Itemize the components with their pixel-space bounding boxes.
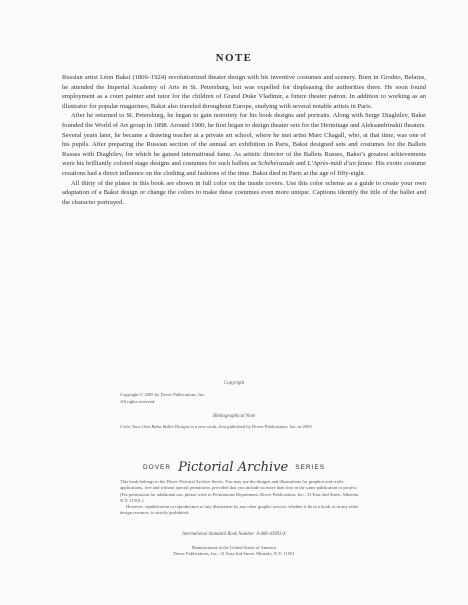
- manufacture-info: [0, 545, 468, 558]
- archive-permission-text: This book belongs to the Dover Pictorial Archive Series. You may use the designs and illustrations for graphics and crafts applications, free and without special permission, provided that you include no more than four in the same publication or project. (For permission for additional use, please write to Permissions Department, Dover Publications, Inc., 31 East 2nd Street, Mineola, N.Y. 11501.): [120, 479, 360, 503]
- bibliographical-note-rest: is a new work, first published by Dover Publications, Inc. in 2005.: [189, 424, 313, 429]
- archive-program-text: [120, 479, 360, 517]
- paragraph-2: [62, 111, 426, 178]
- series-name: Pictorial Archive: [178, 459, 289, 475]
- note-body: [62, 73, 426, 207]
- isbn: International Standard Book Number: 0-486-43993-X: [182, 532, 286, 537]
- publisher-address: Dover Publications, Inc., 31 East 2nd Street, Mineola, N.Y. 11501: [173, 551, 295, 557]
- book-title: Color Your Own Bakst Ballet Designs: [120, 424, 190, 429]
- paragraph-3: All thirty of the plates in this book are shown in full color on the inside covers. Use this color scheme as a guide to create your own adaptation of a Bakst design or change the colors to make these costumes even more unique. Captions identify the title of the ballet and the character portrayed.: [62, 179, 426, 206]
- copyright-line: Copyright © 2005 by Dover Publications, Inc.: [120, 392, 206, 397]
- page-heading: NOTE: [215, 52, 253, 64]
- paragraph-2-start: After he returned to St. Petersburg, he began to gain notoriety for his book designs and portraits. Along with Serge Diaghilev, Bakst founded the World of Art group in 1898. Around 1900, he first began to design theater sets for the Hermitage and Aleksandrinskii theaters. Several years later, he became a drawing teacher at a private art school, where he met artist Marc Chagall, who, at that time, was one of his pupils. After preparing the Russian section of the annual art exhibition in Paris, Bakst designed sets and costumes for the Ballets Russes with Diaghilev, for which he gained international fame. As artistic director of the Ballets Russes, Bakst’s greatest achievements were his brilliantly colored stage designs and costumes for such ballets as: [62, 112, 426, 168]
- paragraph-1: Russian artist Léon Bakst (1866–1924) revolutionized theater design with his inventive costumes and scenery. Born in Grodno, Belarus, he attended the Imperial Academy of Arts in St. Petersburg, but was expelled for displeasing the authorities there. He soon found employment as a court painter and tutor for the children of Grand Duke Vladimir, a future theater patron. In addition to working as an illustrator for popular magazines, Bakst also traveled throughout Europe, studying with several notable artists in Paris.: [62, 74, 426, 110]
- manufacture-country: Manufactured in the United States of America: [191, 545, 277, 550]
- paragraph-2-conjunction: and: [294, 160, 308, 168]
- series-prefix: DOVER: [142, 463, 172, 471]
- copyright-label: Copyright: [223, 381, 245, 386]
- ballet-title-scheherazade: Schéhérazade: [258, 160, 295, 168]
- bibliographical-note-label: Bibliographical Note: [212, 414, 256, 419]
- paragraph-2-end: . His exotic costume creations had a direct influence on the clothing and fashions of the time. Bakst died in Paris at the age of fifty-eight.: [62, 160, 426, 177]
- ballet-title-faune: L’Après-midi d’un faune: [307, 160, 373, 168]
- bibliographical-note-text: [120, 424, 360, 430]
- series-logo: [0, 458, 468, 476]
- series-suffix: SERIES: [295, 463, 326, 471]
- archive-restriction-text: However, republication or reproduction of any illustration by any other graphic service, whether it be in a book or in any other design resource, is strictly prohibited.: [120, 504, 359, 516]
- rights-line: All rights reserved.: [120, 399, 156, 404]
